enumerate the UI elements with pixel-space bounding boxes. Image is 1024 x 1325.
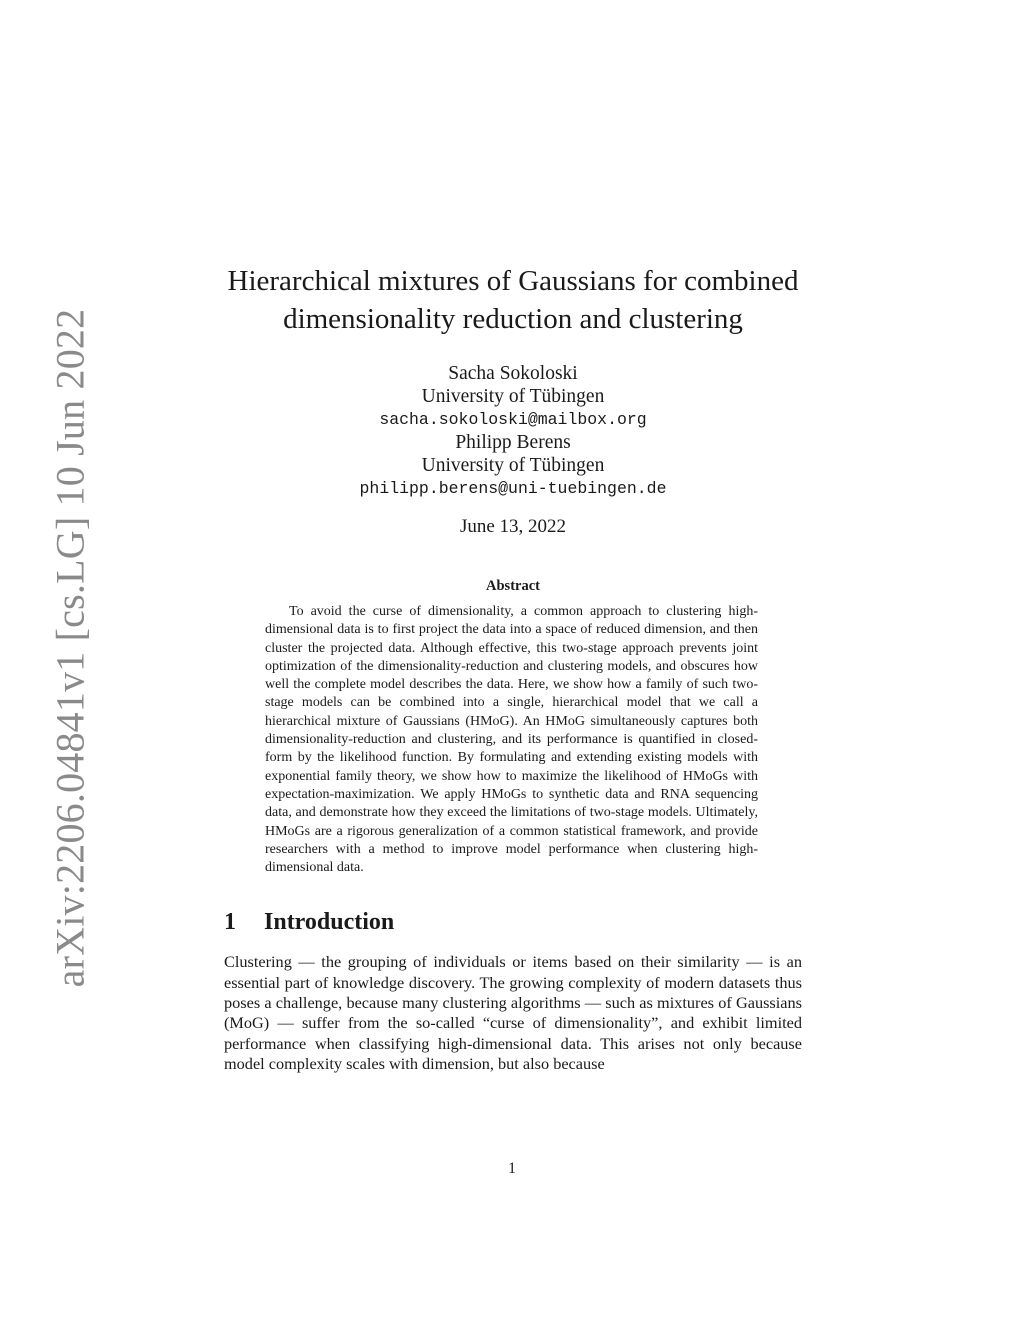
author-name: Sacha Sokoloski bbox=[448, 363, 578, 384]
author-block bbox=[224, 362, 802, 500]
author-name: Philipp Berens bbox=[455, 432, 571, 453]
paper-title-line-1: Hierarchical mixtures of Gaussians for combined bbox=[227, 265, 799, 297]
paper-date: June 13, 2022 bbox=[459, 516, 567, 537]
abstract-heading: Abstract bbox=[486, 578, 540, 594]
arxiv-identifier-stamp: arXiv:2206.04841v1 [cs.LG] 10 Jun 2022 bbox=[47, 308, 93, 988]
author-affiliation: University of Tübingen bbox=[421, 455, 605, 476]
paper-title bbox=[224, 262, 802, 338]
section-title: Introduction bbox=[264, 909, 395, 936]
abstract-text: To avoid the curse of dimensionality, a common approach to clustering high-dimensional data is to first project the data into a space of reduced dimension, and then cluster the projected data. Although effective, this two-stage approach prevents joint optimization of the dimensionality-reduction and clustering models, and obscures how well the complete model describes the data. Here, we show how a family of such two-stage models can be combined into a single, hierarchical model that we call a hierarchical mixture of Gaussians (HMoG). An HMoG simultaneously captures both dimensionality-reduction and clustering, and its performance is quantified in closed-form by the likelihood function. By formulating and extending existing models with exponential family theory, we show how to maximize the likelihood of HMoGs with expectation-maximization. We apply HMoGs to synthetic data and RNA sequencing data, and demonstrate how they exceed the limitations of two-stage models. Ultimately, HMoGs are a rigorous generalization of a common statistical framework, and provide researchers with a method to improve model performance when clustering high-dimensional data. bbox=[265, 604, 758, 876]
paper-title-line-2: dimensionality reduction and clustering bbox=[283, 303, 743, 335]
introduction-paragraph: Clustering — the grouping of individuals or items based on their similarity — is an essential part of knowledge discovery. The growing complexity of modern datasets thus poses a challenge, because many clustering algorithms — such as mixtures of Gaussians (MoG) — suffer from the so-called “curse of dimensionality”, and exhibit limited performance when classifying high-dimensional data. This arises not only because model complexity scales with dimension, but also because bbox=[224, 952, 802, 1073]
author-email[interactable]: sacha.sokoloski@mailbox.org bbox=[379, 410, 647, 429]
page-number: 1 bbox=[508, 1160, 516, 1177]
section-number: 1 bbox=[224, 909, 236, 936]
author-affiliation: University of Tübingen bbox=[421, 386, 605, 407]
section-heading bbox=[224, 909, 802, 936]
author-email[interactable]: philipp.berens@uni-tuebingen.de bbox=[359, 479, 667, 498]
paper-first-page bbox=[224, 262, 802, 1091]
